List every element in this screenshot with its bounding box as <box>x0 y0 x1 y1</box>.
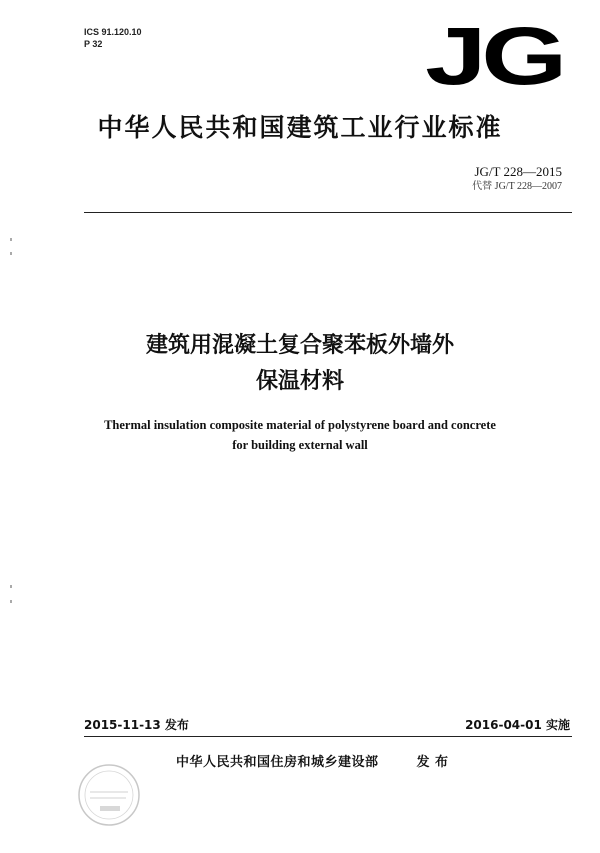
scan-speck <box>10 585 12 588</box>
jg-logo: JG <box>425 22 562 92</box>
standard-number-block <box>472 164 562 193</box>
ccs-code: P 32 <box>84 39 103 49</box>
scan-speck <box>10 600 12 603</box>
scan-speck <box>10 238 12 241</box>
issuer-name: 中华人民共和国住房和城乡建设部 <box>176 755 379 770</box>
issuer <box>176 751 449 770</box>
document-title-en <box>0 415 600 455</box>
scan-speck <box>10 252 12 255</box>
title-en-line1: Thermal insulation composite material of polystyrene board and concrete <box>104 418 496 432</box>
ics-classification <box>84 26 142 50</box>
document-title-cn <box>0 328 600 400</box>
ics-code: ICS 91.120.10 <box>84 27 142 37</box>
title-cn-line1: 建筑用混凝土复合聚苯板外墙外 <box>145 333 454 358</box>
publish-date: 2015-11-13 发布 <box>84 718 189 732</box>
issuer-action: 发 布 <box>416 755 449 770</box>
title-cn-line2: 保温材料 <box>255 369 344 394</box>
bottom-divider <box>84 736 572 737</box>
faded-stamp-icon <box>76 762 142 828</box>
top-divider <box>84 212 572 213</box>
replaces-standard: 代替 JG/T 228—2007 <box>472 181 562 192</box>
title-en-line2: for building external wall <box>232 438 368 452</box>
standard-category-title: 中华人民共和国建筑工业行业标准 <box>97 113 503 142</box>
standard-number: JG/T 228—2015 <box>474 164 562 179</box>
implement-date: 2016-04-01 实施 <box>465 718 570 732</box>
